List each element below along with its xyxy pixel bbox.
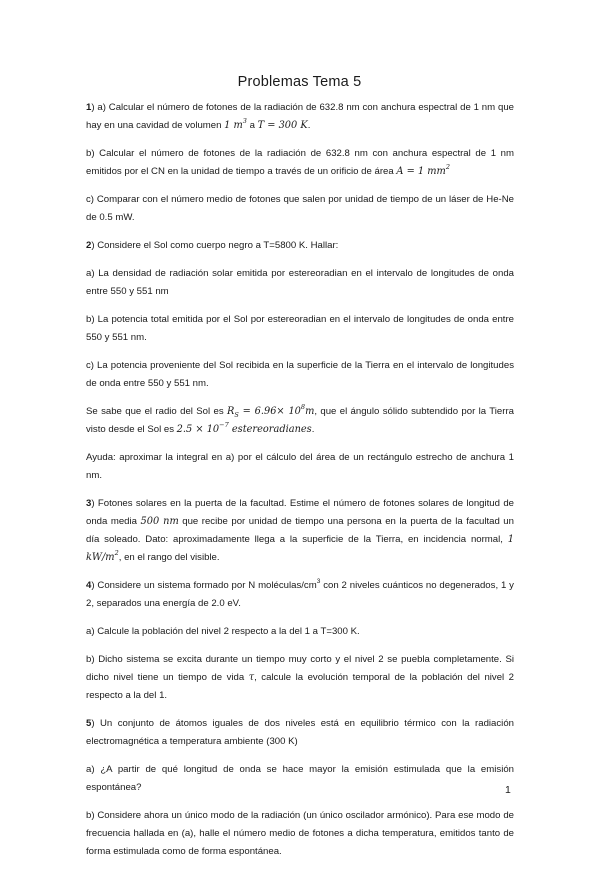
solid-angle-math: $2.5 \times 10^{-7}$ estereoradianes	[176, 421, 312, 435]
problem-2-b: b) La potencia total emitida por el Sol por estereoradian en el intervalo de longitudes de onda entre 550 y 551 nm.	[86, 314, 514, 343]
temperature-math: T = 300 K	[257, 120, 308, 131]
problem-4-number: 4	[86, 580, 92, 591]
problem-4-intro-text-2: con 2 niveles cuánticos no degenerados, 1 y 2, separados una energía de 2.0 eV.	[86, 580, 514, 609]
sun-radius-math: $R_S = 6.96\times 10^8m$	[226, 403, 315, 419]
problem-1-a-text: ) a) Calcular el número de fotones de la radiación de 632.8 nm con anchura espectral de 1 nm que hay en una cavidad de volumen	[86, 102, 514, 131]
problem-5-intro	[86, 715, 514, 751]
problem-2-intro	[86, 237, 514, 255]
problem-4-b-text: b) Dicho sistema se excita durante un tiempo muy corto y el nivel 2 se puebla completamente. Si dicho nivel tiene un tiempo de vida	[86, 654, 514, 683]
problem-4-a: a) Calcule la población del nivel 2 respecto a la del 1 a T=300 K.	[86, 626, 360, 637]
problem-1-b-text: b) Calcular el número de fotones de la radiación de 632.8 nm con anchura espectral de 1 nm emitidos por el CN en la unidad de tiempo a través de un orificio de área	[86, 148, 514, 177]
wavelength-math: 500 nm	[140, 516, 179, 527]
lifetime-math: τ	[248, 672, 255, 683]
problem-3-number: 3	[86, 498, 92, 509]
problem-4-intro-text: ) Considere un sistema formado por N moléculas/cm	[91, 580, 317, 591]
problem-2-c: c) La potencia proveniente del Sol recibida en la superficie de la Tierra en el intervalo de longitudes de onda entre 550 y 551 nm.	[86, 360, 514, 389]
irradiance-math: 1 $kW/m^2$	[86, 534, 514, 563]
problem-4-intro	[86, 577, 514, 613]
problem-1-b	[86, 145, 514, 181]
problem-3-text: ) Fotones solares en la puerta de la facultad. Estime el número de fotones solares de longitud de onda media	[86, 498, 514, 527]
problem-2-data-text-2: , que el ángulo sólido subtendido por la Tierra visto desde el Sol es	[86, 406, 514, 435]
cm3-exponent: 3	[316, 578, 321, 586]
problem-2-hint: Ayuda: aproximar la integral en a) por el cálculo del área de un rectángulo estrecho de anchura 1 nm.	[86, 452, 514, 481]
problem-3-text-3: , en el rango del visible.	[118, 552, 220, 563]
problem-2-data-text: Se sabe que el radio del Sol es	[86, 406, 227, 417]
problem-2-a: a) La densidad de radiación solar emitida por estereoradian en el intervalo de longitudes de onda entre 550 y 551 nm	[86, 268, 514, 297]
problem-4-b-text-2: , calcule la evolución temporal de la población del nivel 2 respecto a la del 1.	[86, 672, 515, 701]
problem-2-data-end: .	[311, 424, 315, 435]
problem-4-b	[86, 651, 514, 705]
problem-1-a-end: .	[307, 120, 311, 131]
problem-5-b: b) Considere ahora un único modo de la radiación (un único oscilador armónico). Para ese modo de frecuencia hallada en (a), halle el número medio de fotones a dicha temperatura, emitidos tanto de forma estimulada como de forma espontánea.	[86, 810, 514, 857]
problem-5-intro-text: ) Un conjunto de átomos iguales de dos niveles está en equilibrio térmico con la radiación electromagnética a temperatura ambiente (300 K)	[86, 718, 514, 747]
problem-5-a: a) ¿A partir de qué longitud de onda se hace mayor la emisión estimulada que la emisión espontánea?	[86, 764, 514, 793]
problem-5-number: 5	[86, 718, 92, 729]
problem-1-number: 1	[86, 102, 92, 113]
problem-2-data	[86, 403, 514, 439]
problem-3-text-2: que recibe por unidad de tiempo una persona en la puerta de la facultad un día soleado. Dato: aproximadamente llega a la superficie de la Tierra, en incidencia normal,	[86, 516, 514, 545]
problem-1-c: c) Comparar con el número medio de fotones que salen por unidad de tiempo de un láser de He-Ne de 0.5 mW.	[86, 194, 514, 223]
area-math: A = 1 $mm^2$	[396, 163, 450, 177]
problem-3	[86, 495, 514, 567]
problem-2-number: 2	[86, 240, 92, 251]
problem-1-a	[86, 99, 514, 135]
page-number: 1	[505, 784, 511, 796]
problem-1-a-connector: a	[246, 120, 258, 131]
problems-body	[86, 99, 514, 871]
volume-math: 1 $m^3$	[224, 117, 247, 131]
problem-2-intro-text: ) Considere el Sol como cuerpo negro a T=5800 K. Hallar:	[91, 240, 339, 251]
page-title: Problemas Tema 5	[237, 74, 362, 90]
